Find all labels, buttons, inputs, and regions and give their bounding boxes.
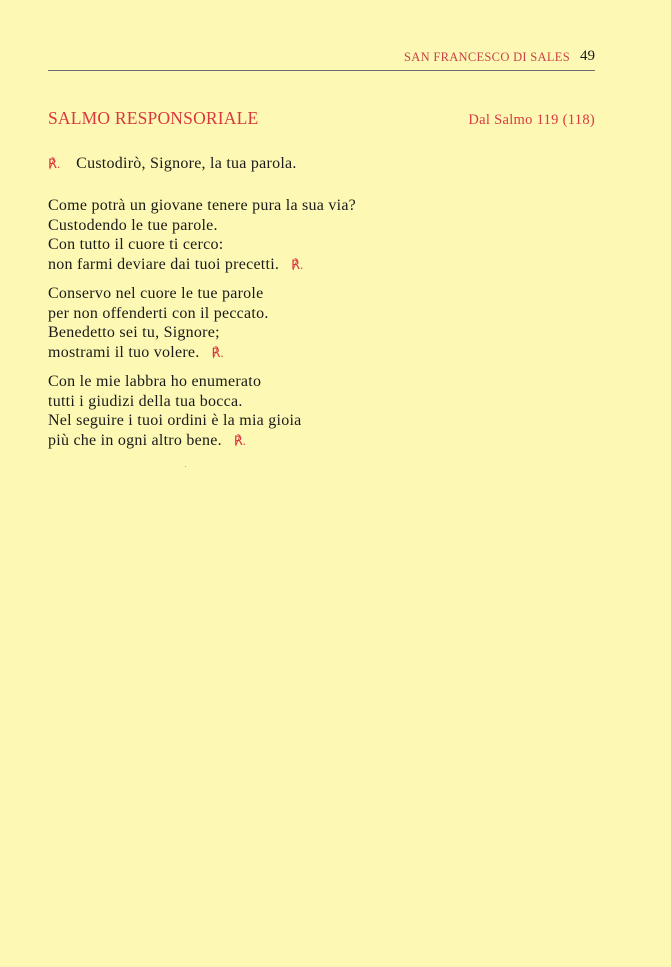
response-text: Custodirò, Signore, la tua parola. bbox=[76, 155, 297, 172]
response-antiphon bbox=[48, 154, 468, 174]
verse-line: Nel seguire i tuoi ordini è la mia gioia bbox=[48, 412, 302, 429]
paper-speck bbox=[185, 466, 186, 467]
verse-line-final bbox=[48, 255, 468, 275]
verse-line: Custodendo le tue parole. bbox=[48, 216, 218, 234]
stanza bbox=[48, 372, 468, 450]
verse-line: tutti i giudizi della tua bocca. bbox=[48, 392, 243, 410]
verse-line: per non offenderti con il peccato. bbox=[48, 304, 269, 322]
response-symbol: ℟. bbox=[233, 432, 246, 448]
verse-line-text: più che in ogni altro bene. bbox=[48, 431, 222, 449]
psalm-reference: Dal Salmo 119 (118) bbox=[468, 112, 595, 128]
verse-line-final bbox=[48, 431, 468, 451]
response-symbol: ℟. bbox=[48, 156, 61, 171]
verse-line: Conservo nel cuore le tue parole bbox=[48, 285, 264, 302]
verse-line: Benedetto sei tu, Signore; bbox=[48, 324, 220, 341]
section-header bbox=[48, 108, 595, 129]
running-head-title: SAN FRANCESCO DI SALES bbox=[403, 50, 570, 64]
running-head bbox=[48, 48, 595, 71]
stanza bbox=[48, 284, 468, 362]
verse-line: Con le mie labbra ho enumerato bbox=[48, 373, 262, 390]
verse-line-text: non farmi deviare dai tuoi precetti. bbox=[48, 255, 280, 273]
verse-line-final bbox=[48, 343, 468, 363]
page-number: 49 bbox=[580, 48, 595, 64]
stanza bbox=[48, 196, 468, 274]
response-symbol: ℟. bbox=[211, 344, 224, 360]
verse-line: Con tutto il cuore ti cerco: bbox=[48, 236, 224, 253]
section-title: SALMO RESPONSORIALE bbox=[48, 108, 259, 128]
response-symbol: ℟. bbox=[291, 256, 304, 272]
verse-line: Come potrà un giovane tenere pura la sua via? bbox=[48, 197, 357, 214]
verse-line-text: mostrami il tuo volere. bbox=[48, 343, 200, 361]
